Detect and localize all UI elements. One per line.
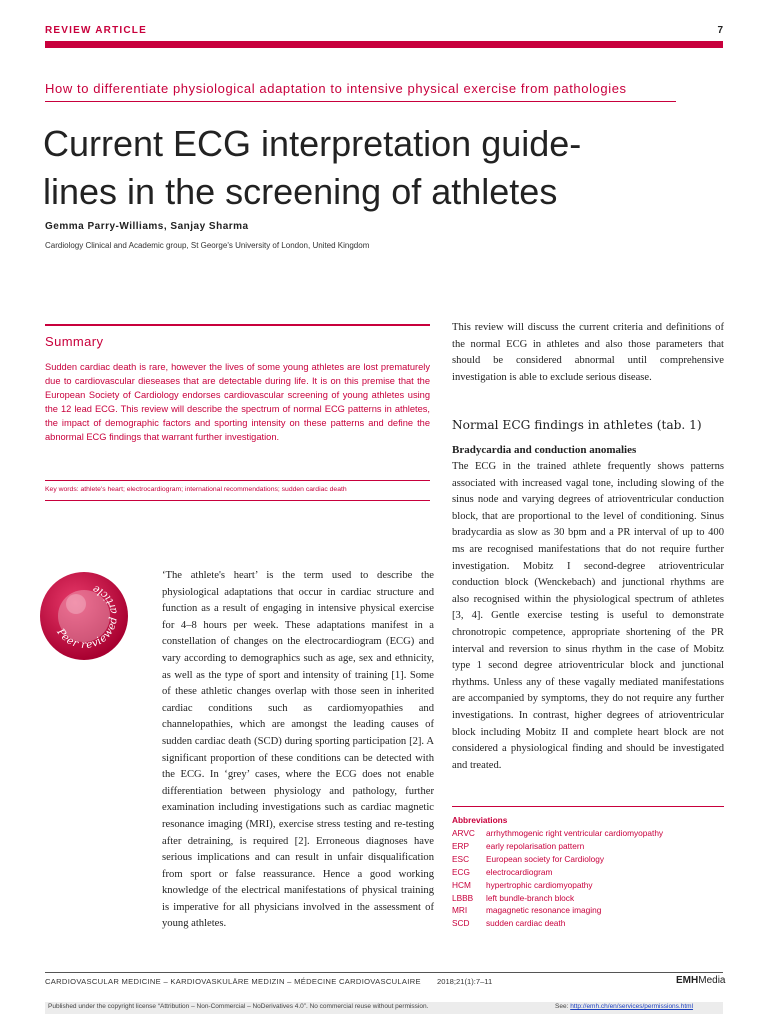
abbreviation-row [452,853,724,866]
abbreviation-key: MRI [452,905,468,916]
abbreviation-value: arrhythmogenic right ventricular cardiomyopathy [486,828,664,838]
title-line-2: lines in the screening of athletes [43,171,558,212]
abbreviation-value: electrocardiogram [486,866,553,877]
summary-heading: Summary [45,334,104,349]
summary-rule [45,480,430,481]
summary-top-rule [45,324,430,326]
abbreviation-key: ARVC [452,828,475,838]
abbreviation-row [452,827,724,840]
abbreviation-value: early repolarisation pattern [486,840,585,851]
section-subheading: Bradycardia and conduction anomalies [452,444,637,456]
header-bar [45,41,723,48]
right-column-body: The ECG in the trained athlete frequently shows patterns associated with increased vagal tone, including slowing of the sinus node and varying degrees of atrioventricular conduction block, that are proportional to the level of conditioning. Sinus bradycardia as slow as 30 bpm and a PR interval of up to 400 ms are recognised manifestations that do not require further investigation. Mobitz I second-degree atrioventricular conduction block (Wenckebach) and junctional rhythms are also recognised within the physiological spectrum of athletes [3, 4]. Gentle exercise testing is useful to demonstrate chronotropic competence, appropriate shortening of the PR interval and reversion to sinus rhythm in the case of Mobitz type 1 second degree atrioventricular block and junctional rhythms. Unless any of these vagally mediated manifestations are accompanied by symptoms, they do not require any further investigations. In contrast, higher degrees of atrioventricular block including Mobitz II and complete heart block are not considered a physiological finding and should be investigated and treated. [452,461,724,771]
summary-bottom-rule [45,500,430,501]
abbreviation-value: European society for Cardiology [486,853,605,864]
publisher-logo-bold: EMH [676,975,699,986]
abbreviation-row [452,866,724,879]
permissions-link[interactable]: http://emh.ch/en/services/permissions.html [570,1003,694,1010]
publisher-logo [676,975,725,986]
abbreviation-value: magagnetic resonance imaging [486,905,602,916]
subtitle-rule [45,101,676,102]
abbreviations-heading: Abbreviations [452,815,508,825]
page-number: 7 [717,25,723,36]
title-line-1: Current ECG interpretation guide- [43,123,582,164]
abbreviation-key: ECG [452,866,470,877]
peer-reviewed-seal-icon [36,568,132,664]
affiliation: Cardiology Clinical and Academic group, St George's University of London, United Kingdom [45,241,370,250]
abbreviation-value: sudden cardiac death [486,918,566,929]
section-heading: Normal ECG findings in athletes (tab. 1) [452,418,702,432]
abbreviation-row [452,917,724,930]
article-title [43,120,733,216]
peer-reviewed-badge [36,568,132,664]
right-column-intro: This review will discuss the current criteria and definitions of the normal ECG in athletes and also those parameters that should be considered abnormal until comprehensive investigation is able to exclude serious disease. [452,322,724,383]
abbreviation-key: ERP [452,840,470,851]
keywords: Key words: athlete's heart; electrocardiogram; international recommendations; sudden cardiac death [45,486,347,493]
abbreviation-key: SCD [452,918,470,929]
footer-rule [45,972,723,973]
abbreviation-value: hypertrophic cardiomyopathy [486,879,593,890]
abbreviation-row [452,904,724,917]
svg-text:Peer reviewed article: Peer reviewed article [54,582,120,652]
abbreviation-row [452,879,724,892]
license-text: Published under the copyright license “Attribution – Non-Commercial – NoDerivatives 4.0”. No commercial reuse without permission. [48,1003,429,1010]
authors: Gemma Parry-Williams, Sanjay Sharma [45,221,249,232]
permissions-note [555,1003,693,1010]
abbreviation-key: ESC [452,853,470,864]
journal-name: CARDIOVASCULAR MEDICINE – KARDIOVASKULÄRE MEDIZIN – MÉDECINE CARDIOVASCULAIRE [45,977,421,986]
left-column-body: ‘The athlete's heart’ is the term used to describe the physiological adaptations that occur in cardiac structure and function as a result of engaging in intensive physical exercise for 4–8 hours per week. These adaptations manifest in a constellation of changes on the electrocardiogram (ECG) and vary according to demographics such as age, sex and ethnicity, as well as the type of sport and intensity of training [1]. Some of these athletic changes overlap with those seen in inherited cardiac conditions such as cardiomyopathies and channelopathies, which are amongst the leading causes of sudden cardiac death (SCD) during sporting participation [2]. A significant proportion of these conditions can be detected with the ECG. In ‘grey’ cases, where the ECG does not enable differentiation between physiology and pathology, further examination including investigations such as cardiac magnetic resonance imaging (MRI), exercise stress testing and re-testing after detraining, is required [2]. Erroneous diagnoses have serious implications and can result in unfair disqualification from sport or false reassurance. Hence a good working knowledge of the electrical manifestations of physical training is imperative for all physicians involved in the assessment of young athletes. [162,570,434,930]
section-label: REVIEW ARTICLE [45,25,147,36]
abbreviation-key: LBBB [452,892,474,903]
article-subtitle: How to differentiate physiological adaptation to intensive physical exercise from pathologies [45,81,627,96]
abbreviations-rule [452,806,724,807]
abbreviations-list [452,827,724,930]
abbreviation-value: left bundle-branch block [486,892,575,903]
abbreviation-row [452,892,724,905]
publisher-logo-rest: Media [698,975,726,986]
summary-text: Sudden cardiac death is rare, however the lives of some young athletes are lost prematurely due to cardiovascular dieseases that are detectable during life. It is on this premise that the European Society of Cardiology endorses cardiovascular screening of young athletes using the 12 lead ECG. This review will describe the spectrum of normal ECG patterns in athletes, the impact of demographic factors and sporting intensity on these patterns and define the abnormal ECG findings that warrant further investigation. [45,362,430,442]
abbreviation-key: HCM [452,879,471,890]
permissions-label: See: [555,1003,571,1010]
abbreviation-row [452,840,724,853]
citation: 2018;21(1):7–11 [437,977,493,986]
